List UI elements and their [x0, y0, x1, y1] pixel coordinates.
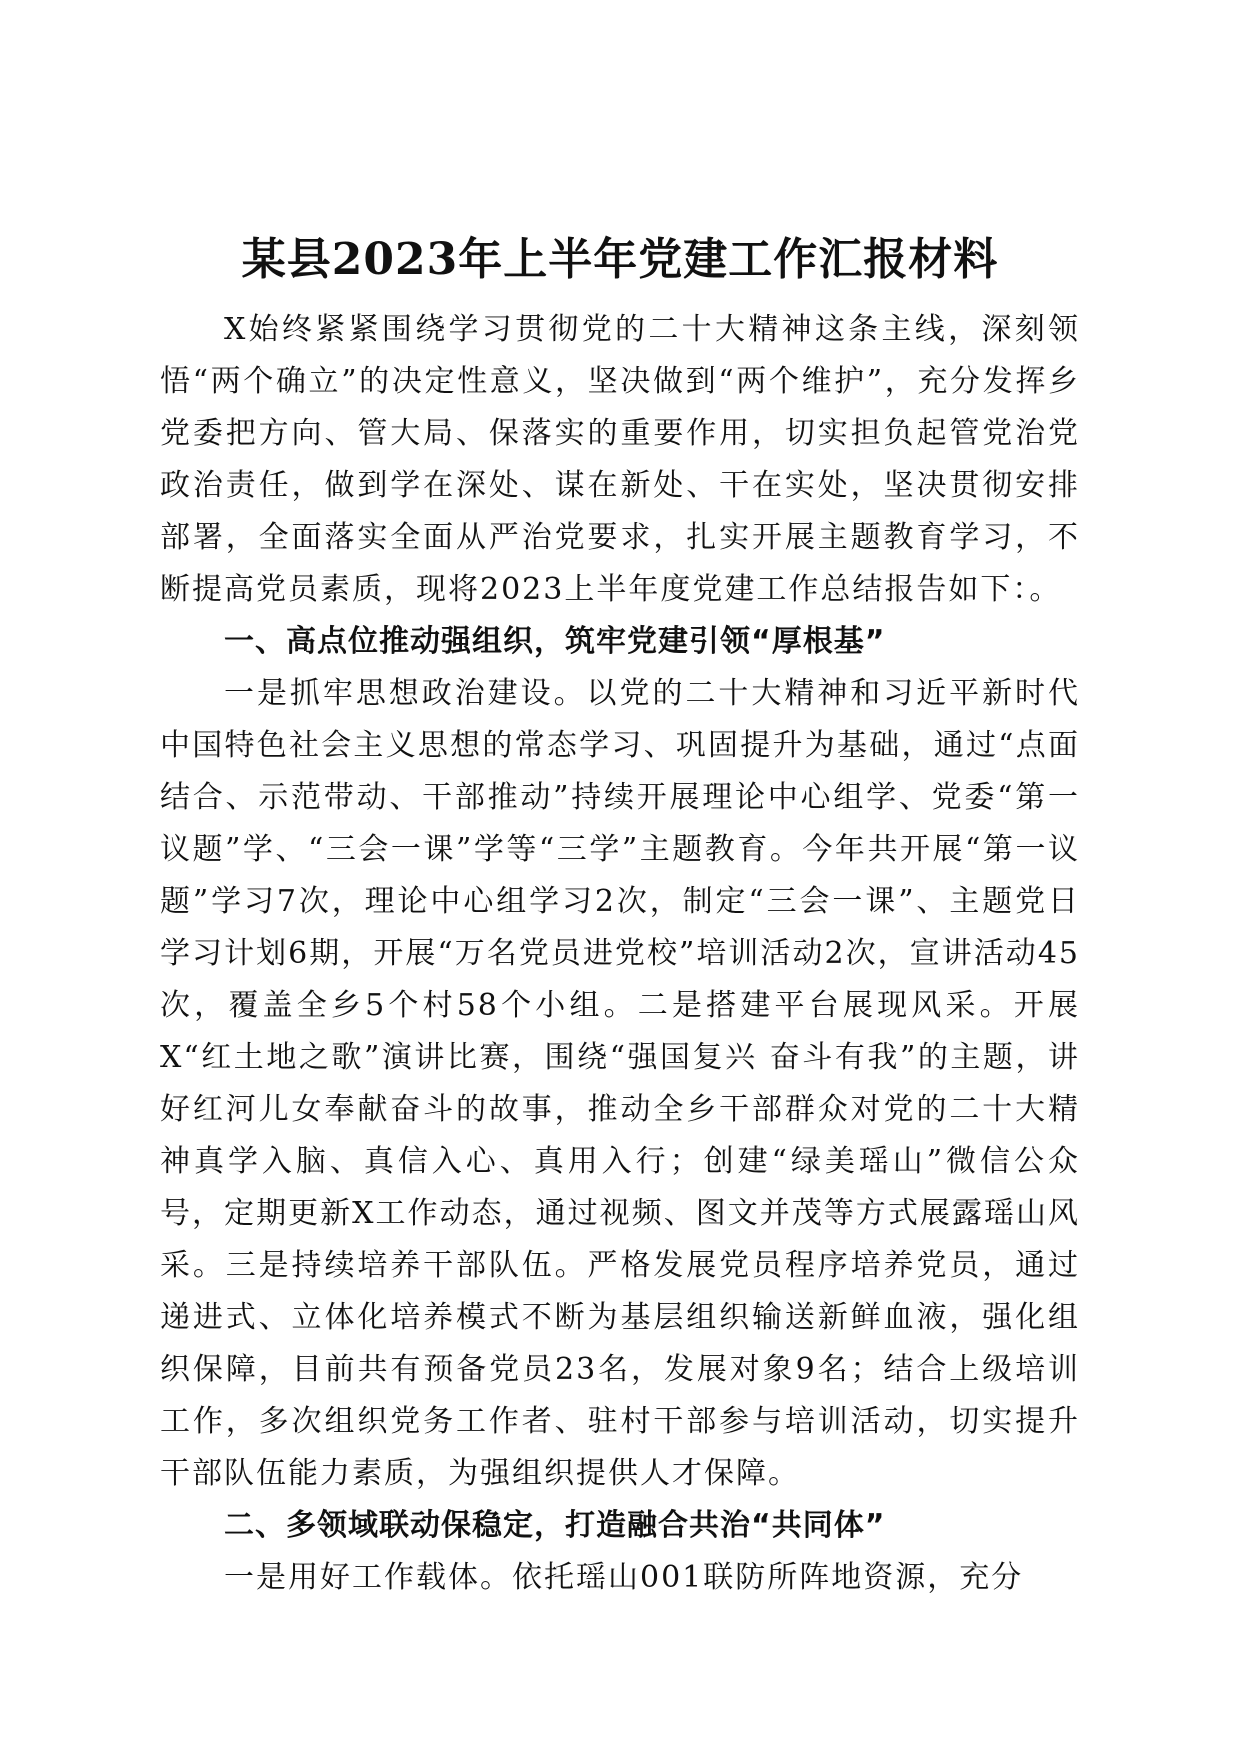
section-body: 一是用好工作载体。依托瑶山001联防所阵地资源，充分 — [224, 1560, 1024, 1595]
document-title: 某县2023年上半年党建工作汇报材料 — [241, 234, 999, 285]
section-body: 一是抓牢思想政治建设。以党的二十大精神和习近平新时代中国特色社会主义思想的常态学习、巩固提升为基础，通过“点面结合、示范带动、干部推动”持续开展理论中心组学、党委“第一议题”学、“三会一课”学等“三学”主题教育。今年共开展“第一议题”学习7次，理论中心组学习2次，制定“三会一课”、主题党日学习计划6期，开展“万名党员进党校”培训活动2次，宣讲活动45次，覆盖全乡5个村58个小组。二是搭建平台展现风采。开展X“红土地之歌”演讲比赛，围绕“强国复兴 奋斗有我”的主题，讲好红河儿女奉献奋斗的故事，推动全乡干部群众对党的二十大精神真学入脑、真信入心、真用入行；创建“绿美瑶山”微信公众号，定期更新X工作动态，通过视频、图文并茂等方式展露瑶山风采。三是持续培养干部队伍。严格发展党员程序培养党员，通过递进式、立体化培养模式不断为基层组织输送新鲜血液，强化组织保障，目前共有预备党员23名，发展对象9名；结合上级培训工作，多次组织党务工作者、驻村干部参与培训活动，切实提升干部队伍能力素质，为强组织提供人才保障。 — [160, 676, 1080, 1491]
section-heading: 二、多领域联动保稳定，打造融合共治“共同体” — [224, 1508, 886, 1543]
section-2 — [160, 1500, 1080, 1604]
intro-paragraph: X始终紧紧围绕学习贯彻党的二十大精神这条主线，深刻领悟“两个确立”的决定性意义，坚决做到“两个维护”，充分发挥乡党委把方向、管大局、保落实的重要作用，切实担负起管党治党政治责任，做到学在深处、谋在新处、干在实处，坚决贯彻安排部署，全面落实全面从严治党要求，扎实开展主题教育学习，不断提高党员素质，现将2023上半年度党建工作总结报告如下：。 — [160, 312, 1080, 607]
document-page — [160, 228, 1080, 1604]
section-heading: 一、高点位推动强组织，筑牢党建引领“厚根基” — [224, 624, 886, 659]
section-1 — [160, 616, 1080, 1500]
